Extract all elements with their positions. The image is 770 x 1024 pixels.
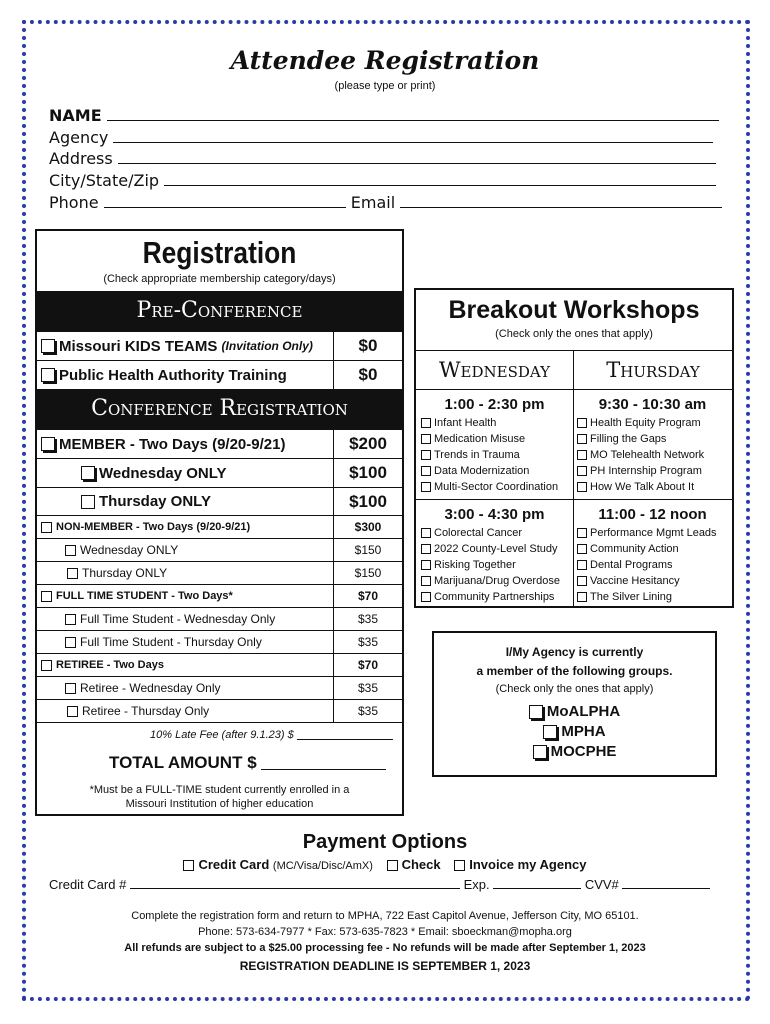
option-credit-card[interactable]: Credit Card (MC/Visa/Disc/AmX): [183, 857, 372, 872]
checkbox[interactable]: [421, 544, 431, 554]
checkbox[interactable]: [421, 418, 431, 428]
workshop-item[interactable]: PH Internship Program: [577, 465, 702, 477]
checkbox[interactable]: [421, 560, 431, 570]
checkbox[interactable]: [65, 614, 76, 625]
refund-policy: All refunds are subject to a $25.00 processing fee - No refunds will be made after September 1, 2023: [124, 942, 646, 954]
option-student-thursday[interactable]: Full Time Student - Thursday Only $35: [37, 630, 402, 653]
workshop-item[interactable]: 2022 County-Level Study: [421, 543, 558, 555]
agency-membership-section: [432, 631, 717, 777]
breakout-workshops-section: [414, 288, 734, 608]
exp-label: Exp.: [463, 877, 490, 892]
wednesday-header: Wednesday: [416, 350, 573, 390]
option-member-two-days[interactable]: MEMBER - Two Days (9/20-9/21) $200: [37, 429, 402, 458]
conference-header: Conference Registration: [37, 389, 402, 429]
price: $100: [333, 459, 402, 487]
checkbox[interactable]: [41, 437, 55, 451]
price: $35: [333, 631, 402, 653]
option-public-health-training[interactable]: Public Health Authority Training $0: [37, 360, 402, 389]
workshop-item[interactable]: The Silver Lining: [577, 591, 672, 603]
price: $35: [333, 677, 402, 699]
option-mocphe[interactable]: MOCPHE: [434, 743, 715, 760]
option-retiree-thursday[interactable]: Retiree - Thursday Only $35: [37, 699, 402, 722]
checkbox[interactable]: [533, 745, 547, 759]
checkbox[interactable]: [421, 482, 431, 492]
address-field[interactable]: [49, 149, 716, 168]
option-mpha[interactable]: MPHA: [434, 723, 715, 740]
checkbox[interactable]: [577, 544, 587, 554]
price: $0: [333, 361, 402, 389]
option-nonmember-thursday[interactable]: Thursday ONLY $150: [37, 561, 402, 584]
form-subtitle: (please type or print): [334, 80, 436, 92]
option-invoice[interactable]: Invoice my Agency: [454, 857, 586, 872]
return-instructions: Complete the registration form and return to MPHA, 722 East Capitol Avenue, Jefferson City, MO 65101.: [131, 910, 639, 922]
contact-info: Phone: 573-634-7977 * Fax: 573-635-7823 * Email: sboeckman@mopha.org: [198, 926, 572, 938]
checkbox[interactable]: [67, 706, 78, 717]
checkbox[interactable]: [81, 495, 95, 509]
checkbox[interactable]: [421, 450, 431, 460]
thu-session-1-time: 9:30 - 10:30 am: [598, 396, 707, 413]
option-check[interactable]: Check: [387, 857, 441, 872]
agency-label: Agency: [49, 128, 109, 147]
address-label: Address: [49, 149, 113, 168]
option-nonmember-wednesday[interactable]: Wednesday ONLY $150: [37, 538, 402, 561]
checkbox[interactable]: [577, 450, 587, 460]
checkbox[interactable]: [67, 568, 78, 579]
workshop-item[interactable]: Performance Mgmt Leads: [577, 527, 717, 539]
checkbox[interactable]: [183, 860, 194, 871]
form-title: Attendee Registration: [230, 46, 540, 75]
cc-number-label: Credit Card #: [49, 877, 127, 892]
option-student-two-days[interactable]: FULL TIME STUDENT - Two Days* $70: [37, 584, 402, 607]
checkbox[interactable]: [41, 591, 52, 602]
option-member-thursday[interactable]: Thursday ONLY $100: [37, 487, 402, 515]
city-state-zip-field[interactable]: [49, 171, 716, 190]
phone-email-field[interactable]: [49, 193, 722, 212]
checkbox[interactable]: [577, 576, 587, 586]
option-retiree-two-days[interactable]: RETIREE - Two Days $70: [37, 653, 402, 676]
checkbox[interactable]: [65, 637, 76, 648]
thu-session-2-time: 11:00 - 12 noon: [598, 506, 707, 523]
checkbox[interactable]: [577, 418, 587, 428]
checkbox[interactable]: [577, 592, 587, 602]
option-student-wednesday[interactable]: Full Time Student - Wednesday Only $35: [37, 607, 402, 630]
checkbox[interactable]: [421, 528, 431, 538]
checkbox[interactable]: [65, 683, 76, 694]
checkbox[interactable]: [41, 660, 52, 671]
checkbox[interactable]: [65, 545, 76, 556]
checkbox[interactable]: [577, 466, 587, 476]
checkbox[interactable]: [577, 560, 587, 570]
workshop-item[interactable]: Colorectal Cancer: [421, 527, 522, 539]
payment-title: Payment Options: [302, 831, 468, 853]
phone-label: Phone: [49, 193, 99, 212]
registration-deadline: REGISTRATION DEADLINE IS SEPTEMBER 1, 2023: [239, 959, 531, 973]
checkbox[interactable]: [387, 860, 398, 871]
workshop-item[interactable]: Filling the Gaps: [577, 433, 666, 445]
email-label: Email: [350, 193, 396, 212]
workshop-item[interactable]: Risking Together: [421, 559, 516, 571]
late-fee-label: 10% Late Fee (after 9.1.23) $: [150, 728, 294, 741]
checkbox[interactable]: [421, 592, 431, 602]
breakout-subtitle: (Check only the ones that apply): [495, 328, 653, 340]
workshop-item[interactable]: Data Modernization: [421, 465, 529, 477]
option-kids-teams[interactable]: Missouri KIDS TEAMS (Invitation Only) $0: [37, 331, 402, 360]
option-retiree-wednesday[interactable]: Retiree - Wednesday Only $35: [37, 676, 402, 699]
student-footnote-2: Missouri Institution of higher education: [125, 798, 314, 810]
checkbox[interactable]: [577, 528, 587, 538]
agency-line-1: I/My Agency is currently: [505, 645, 644, 659]
checkbox[interactable]: [41, 339, 55, 353]
checkbox[interactable]: [421, 576, 431, 586]
workshop-item[interactable]: Medication Misuse: [421, 433, 525, 445]
checkbox[interactable]: [41, 368, 55, 382]
price: $70: [333, 585, 402, 607]
option-member-wednesday[interactable]: Wednesday ONLY $100: [37, 458, 402, 487]
price: $150: [333, 562, 402, 584]
option-nonmember-two-days[interactable]: NON-MEMBER - Two Days (9/20-9/21) $300: [37, 515, 402, 538]
option-moalpha[interactable]: MoALPHA: [434, 703, 715, 720]
registration-subtitle: (Check appropriate membership category/days): [103, 273, 336, 285]
registration-title: Registration: [142, 235, 297, 270]
price: $200: [333, 430, 402, 458]
total-row[interactable]: [37, 746, 402, 780]
checkbox[interactable]: [81, 466, 95, 480]
price: $100: [333, 488, 402, 515]
workshop-item[interactable]: Multi-Sector Coordination: [421, 481, 558, 493]
checkbox[interactable]: [577, 482, 587, 492]
total-label: TOTAL AMOUNT $: [109, 753, 257, 772]
workshop-item[interactable]: Health Equity Program: [577, 417, 701, 429]
agency-subtitle: (Check only the ones that apply): [495, 683, 654, 695]
workshop-item[interactable]: How We Talk About It: [577, 481, 694, 493]
credit-card-fields[interactable]: [49, 877, 710, 892]
price: $300: [333, 516, 402, 538]
workshop-item[interactable]: Infant Health: [421, 417, 496, 429]
price: $70: [333, 654, 402, 676]
workshop-item[interactable]: MO Telehealth Network: [577, 449, 704, 461]
workshop-item[interactable]: Trends in Trauma: [421, 449, 520, 461]
checkbox[interactable]: [454, 860, 465, 871]
name-field[interactable]: [49, 106, 719, 125]
workshop-item[interactable]: Dental Programs: [577, 559, 673, 571]
checkbox[interactable]: [41, 522, 52, 533]
agency-line-2: a member of the following groups.: [476, 664, 673, 678]
agency-field[interactable]: [49, 128, 713, 147]
checkbox[interactable]: [577, 434, 587, 444]
thursday-header: Thursday: [574, 350, 732, 390]
wed-session-1-time: 1:00 - 2:30 pm: [444, 396, 545, 413]
name-label: NAME: [49, 106, 102, 125]
cvv-label: CVV#: [584, 877, 619, 892]
city-label: City/State/Zip: [49, 171, 160, 190]
checkbox[interactable]: [543, 725, 557, 739]
price: $0: [333, 332, 402, 360]
wed-session-2-time: 3:00 - 4:30 pm: [444, 506, 545, 523]
pre-conference-header: Pre-Conference: [37, 291, 402, 331]
payment-options: [0, 857, 770, 872]
price: $150: [333, 539, 402, 561]
workshop-item[interactable]: Vaccine Hesitancy: [577, 575, 680, 587]
registration-section: [35, 229, 404, 816]
checkbox[interactable]: [421, 466, 431, 476]
late-fee-row[interactable]: [37, 722, 402, 746]
price: $35: [333, 700, 402, 722]
price: $35: [333, 608, 402, 630]
workshop-item[interactable]: Community Partnerships: [421, 591, 554, 603]
checkbox[interactable]: [421, 434, 431, 444]
breakout-title: Breakout Workshops: [448, 296, 700, 324]
workshop-item[interactable]: Community Action: [577, 543, 679, 555]
workshop-item[interactable]: Marijuana/Drug Overdose: [421, 575, 560, 587]
student-footnote-1: *Must be a FULL-TIME student currently enrolled in a: [89, 784, 350, 796]
checkbox[interactable]: [529, 705, 543, 719]
